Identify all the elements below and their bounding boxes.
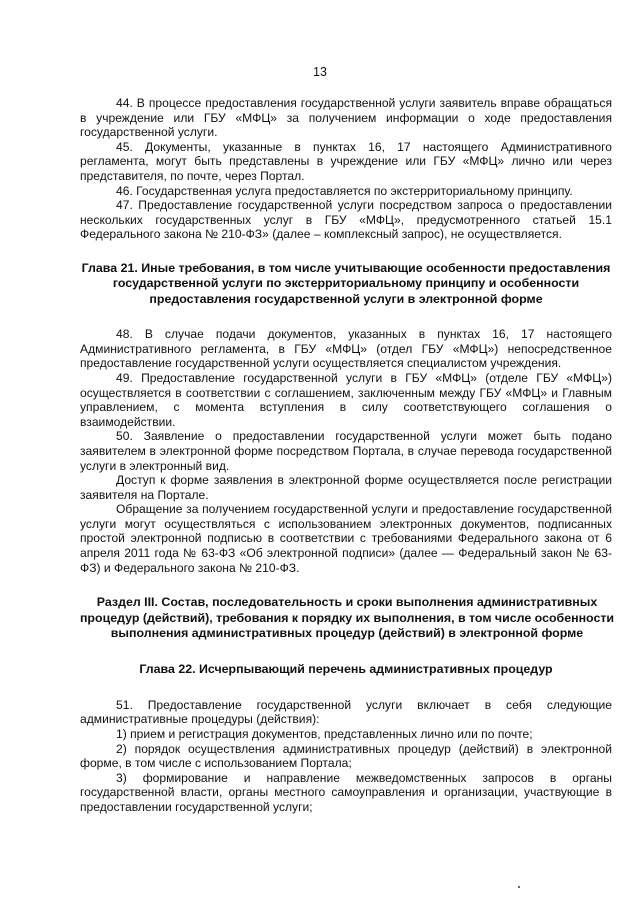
- paragraph-portal-access: Доступ к форме заявления в электронной форме осуществляется после регистрации заявителя на Портале.: [80, 473, 612, 502]
- section-3-heading: Раздел III. Состав, последовательность и сроки выполнения административных процедур (действий), требования к порядку их выполнения, в том числе особенности выполнения административных процедур (действий) в электронной форме: [79, 595, 615, 641]
- scan-speck: [518, 886, 520, 888]
- paragraph-47: 47. Предоставление государственной услуги посредством запроса о предоставлении нескольких государственных услуг в ГБУ «МФЦ», предусмотренного статьей 15.1 Федерального закона № 210-ФЗ» (далее – комплексный запрос), не осуществляется.: [80, 198, 612, 242]
- list-item-2: 2) порядок осуществления административных процедур (действий) в электронной форме, в том числе с использованием Портала;: [80, 741, 612, 771]
- chapter-21-heading: Глава 21. Иные требования, в том числе учитывающие особенности предоставления государственной услуги по экстерриториальному принципу и особенности предоставления государственной услуги в электронной форме: [81, 260, 611, 306]
- paragraph-46: 46. Государственная услуга предоставляется по экстерриториальному принципу.: [116, 183, 573, 198]
- paragraph-48: 48. В случае подачи документов, указанных в пунктах 16, 17 настоящего Административного регламента, в ГБУ «МФЦ» (отдел ГБУ «МФЦ») непосредственное предоставление государственной услуги осуществляется специалистом учреждения.: [80, 327, 612, 371]
- paragraph-50: 50. Заявление о предоставлении государственной услуги может быть подано заявителем в электронной форме посредством Портала, в случае перевода государственной услуги в электронный вид.: [80, 429, 612, 473]
- paragraph-44: 44. В процессе предоставления государственной услуги заявитель вправе обращаться в учреждение или ГБУ «МФЦ» за получением информации о ходе предоставления государственной услуги.: [80, 96, 612, 140]
- chapter-22-heading: Глава 22. Исчерпывающий перечень административных процедур: [139, 662, 553, 677]
- paragraph-electronic-signature: Обращение за получением государственной услуги и предоставление государственной услуги могут осуществляться с использованием электронных документов, подписанных простой электронной подписью в соответствии с требованиями Федерального закона от 6 апреля 2011 года № 63-ФЗ «Об электронной подписи» (далее — Федеральный закон № 63-ФЗ) и Федерального закона № 210-ФЗ.: [80, 502, 612, 575]
- list-item-1: 1) прием и регистрация документов, представленных лично или по почте;: [116, 727, 533, 742]
- list-item-3: 3) формирование и направление межведомственных запросов в органы государственной власти, органы местного самоуправления и организации, участвующие в предоставлении государственной услуги;: [80, 770, 612, 815]
- page-number: 13: [313, 65, 327, 79]
- document-body: [79, 96, 615, 815]
- paragraph-49: 49. Предоставление государственной услуги в ГБУ «МФЦ» (отделе ГБУ «МФЦ») осуществляется в соответствии с соглашением, заключенным между ГБУ «МФЦ» и Главным управлением, с момента вступления в силу соответствующего соглашения о взаимодействии.: [80, 370, 612, 429]
- paragraph-45: 45. Документы, указанные в пунктах 16, 17 настоящего Административного регламента, могут быть представлены в учреждение или ГБУ «МФЦ» лично или через представителя, по почте, через Портал.: [80, 139, 612, 183]
- paragraph-51: 51. Предоставление государственной услуги включает в себя следующие административные процедуры (действия):: [80, 697, 612, 727]
